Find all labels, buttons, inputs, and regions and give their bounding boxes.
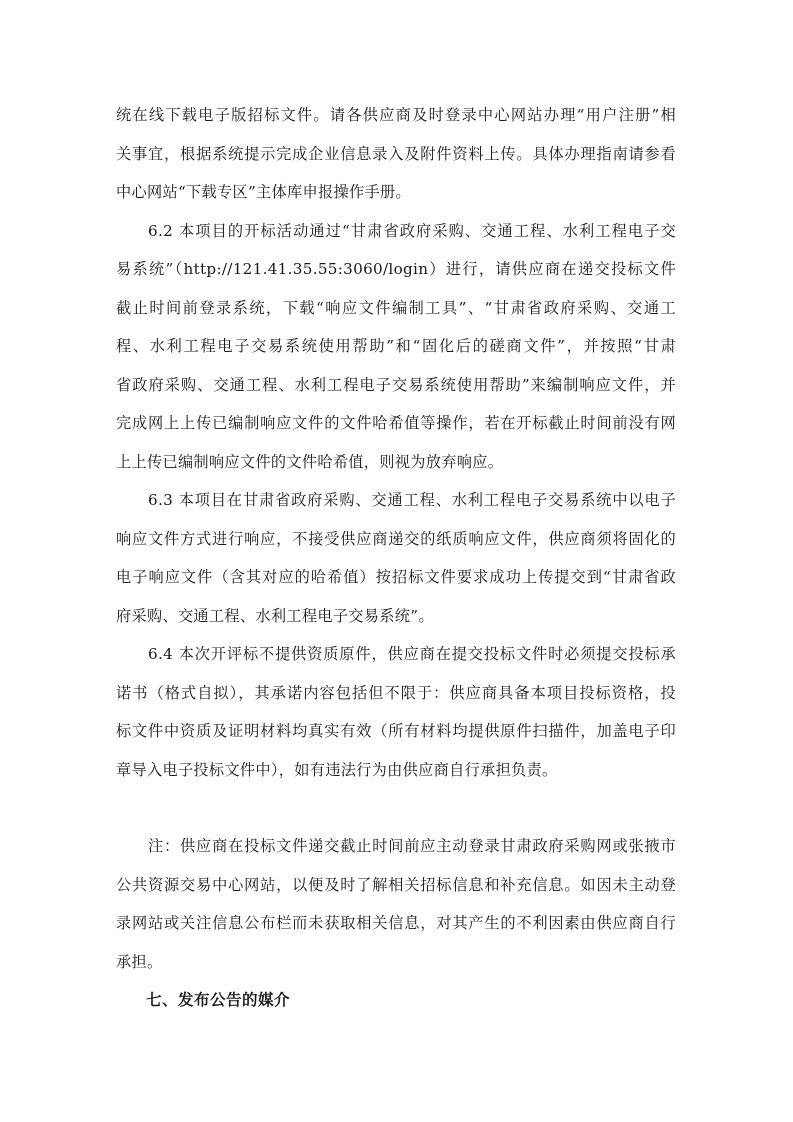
paragraph-line: 诺书（格式自拟），其承诺内容包括但不限于：供应商具备本项目投标资格，投 <box>116 683 676 702</box>
paragraph-line: 程、水利工程电子交易系统使用帮助”和“固化后的磋商文件”，并按照“甘肃 <box>116 337 676 355</box>
paragraph-line: 截止时间前登录系统，下载“响应文件编制工具”、“甘肃省政府采购、交通工 <box>116 298 676 317</box>
section-heading: 七、发布公告的媒介 <box>146 990 291 1009</box>
document-page <box>116 96 676 1020</box>
paragraph-line: 关事宜，根据系统提示完成企业信息录入及附件资料上传。具体办理指南请参看 <box>116 144 676 163</box>
blank-spacer <box>116 789 676 827</box>
paragraph-line: 省政府采购、交通工程、水利工程电子交易系统使用帮助”来编制响应文件，并 <box>116 375 676 394</box>
paragraph-line: 注：供应商在投标文件递交截止时间前应主动登录甘肃政府采购网或张掖市 <box>148 837 676 855</box>
paragraph-line: 完成网上上传已编制响应文件的文件哈希值等操作，若在开标截止时间前没有网 <box>116 414 676 432</box>
paragraph-line: 电子响应文件（含其对应的哈希值）按招标文件要求成功上传提交到“甘肃省政 <box>116 568 676 586</box>
paragraph-line: 响应文件方式进行响应，不接受供应商递交的纸质响应文件，供应商须将固化的 <box>116 529 676 548</box>
paragraph-line: 易系统”（http://121.41.35.55:3060/login）进行，请供应商在递交投标文件 <box>116 260 676 278</box>
paragraph-line: 录网站或关注信息公布栏而未获取相关信息，对其产生的不利因素由供应商自行 <box>116 914 676 932</box>
paragraph-line: 6.2 本项目的开标活动通过“甘肃省政府采购、交通工程、水利工程电子交 <box>148 221 676 240</box>
paragraph-line: 承担。 <box>116 952 163 971</box>
paragraph-line: 上上传已编制响应文件的文件哈希值，则视为放弃响应。 <box>116 452 504 471</box>
paragraph-line: 府采购、交通工程、水利工程电子交易系统”。 <box>116 606 434 625</box>
paragraph-line: 统在线下载电子版招标文件。请各供应商及时登录中心网站办理“用户注册”相 <box>116 106 676 124</box>
paragraph-line: 章导入电子投标文件中），如有违法行为由供应商自行承担负责。 <box>116 760 558 779</box>
paragraph-line: 标文件中资质及证明材料均真实有效（所有材料均提供原件扫描件，加盖电子印 <box>116 722 676 740</box>
paragraph-line: 公共资源交易中心网站，以便及时了解相关招标信息和补充信息。如因未主动登 <box>116 875 676 894</box>
paragraph-note <box>116 827 676 981</box>
paragraph-6-3 <box>116 481 676 635</box>
paragraph-line: 6.4 本次开评标不提供资质原件，供应商在提交投标文件时必须提交投标承 <box>148 645 676 663</box>
paragraph-6-2 <box>116 212 676 482</box>
paragraph-intro <box>116 96 676 212</box>
paragraph-line: 6.3 本项目在甘肃省政府采购、交通工程、水利工程电子交易系统中以电子 <box>148 491 676 509</box>
paragraph-6-4 <box>116 635 676 789</box>
paragraph-line: 中心网站“下载专区”主体库申报操作手册。 <box>116 183 411 201</box>
